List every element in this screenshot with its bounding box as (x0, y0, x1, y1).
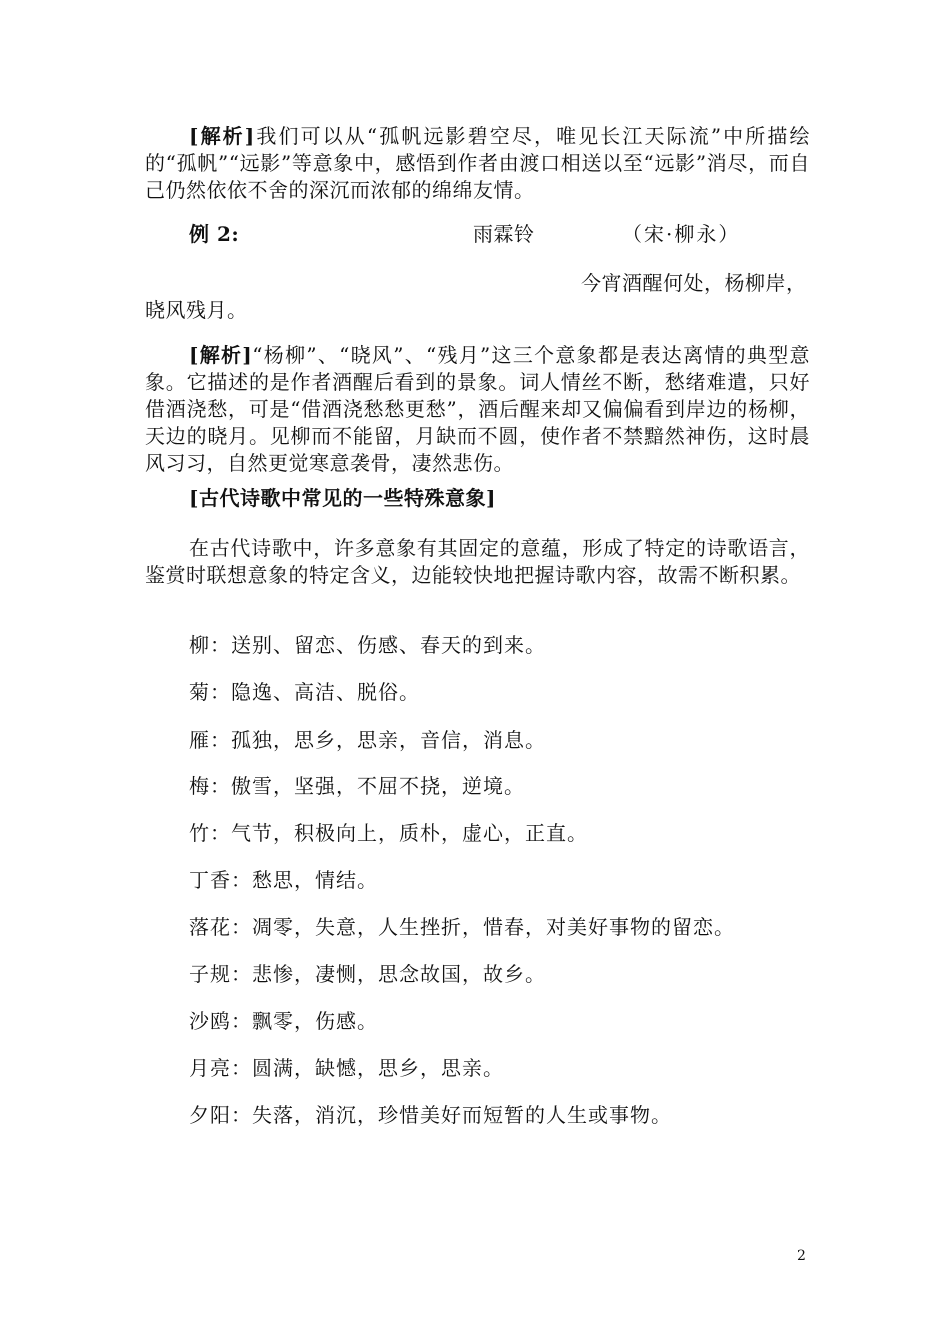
poem-title: 雨霖铃 (473, 222, 535, 246)
image-item-cuckoo: 子规：悲惨，凄恻，思念故国，故乡。 (189, 962, 546, 986)
example-label: 例 2: (189, 222, 240, 246)
image-item-wild-goose: 雁：孤独，思乡，思亲，音信，消息。 (189, 728, 546, 752)
page-number: 2 (797, 1248, 806, 1264)
image-item-willow: 柳：送别、留恋、伤感、春天的到来。 (189, 633, 546, 657)
image-item-plum: 梅：傲雪，坚强，不屈不挠，逆境。 (189, 774, 525, 798)
image-item-fallen-flowers: 落花：凋零，失意，人生挫折，惜春，对美好事物的留恋。 (189, 915, 735, 939)
section-heading: [古代诗歌中常见的一些特殊意象] (189, 486, 496, 510)
analysis-text: 我们可以从“孤帆远影碧空尽，唯见长江天际流”中所描绘的“孤帆”“远影”等意象中，感悟到作者由渡口相送以至“远影”消尽，而自己仍然依依不舍的深沉而浓郁的绵绵友情。 (145, 124, 810, 202)
poem-author: （宋·柳永） (622, 222, 741, 246)
section-intro: 在古代诗歌中，许多意象有其固定的意蕴，形成了特定的诗歌语言，鉴赏时联想意象的特定含义，边能较快地把握诗歌内容，故需不断积累。 (145, 536, 810, 587)
image-item-moon: 月亮：圆满，缺憾，思乡，思亲。 (189, 1056, 504, 1080)
analysis-paragraph-1 (145, 123, 810, 204)
image-item-lilac: 丁香：愁思，情结。 (189, 868, 378, 892)
image-item-chrysanthemum: 菊：隐逸、高洁、脱俗。 (189, 680, 420, 704)
poem-line-1: 今宵酒醒何处，杨柳岸， (581, 271, 807, 295)
analysis-label: [解析] (189, 343, 253, 367)
poem-line-2: 晓风残月。 (145, 298, 248, 322)
image-item-gull: 沙鸥：飘零，伤感。 (189, 1009, 378, 1033)
image-item-setting-sun: 夕阳：失落，消沉，珍惜美好而短暂的人生或事物。 (189, 1103, 672, 1127)
analysis-text: “杨柳”、“晓风”、“残月”这三个意象都是表达离情的典型意象。它描述的是作者酒醒后看到的景象。词人情丝不断，愁绪难遣，只好借酒浇愁，可是“借酒浇愁愁更愁”，酒后醒来却又偏偏看到岸边的杨柳，天边的晓月。见柳而不能留，月缺而不圆，使作者不禁黯然神伤，这时晨风习习，自然更觉寒意袭骨，凄然悲伤。 (145, 343, 810, 475)
analysis-label: [解析] (189, 124, 255, 148)
analysis-paragraph-2 (145, 342, 810, 477)
image-item-bamboo: 竹：气节，积极向上，质朴，虚心，正直。 (189, 821, 588, 845)
